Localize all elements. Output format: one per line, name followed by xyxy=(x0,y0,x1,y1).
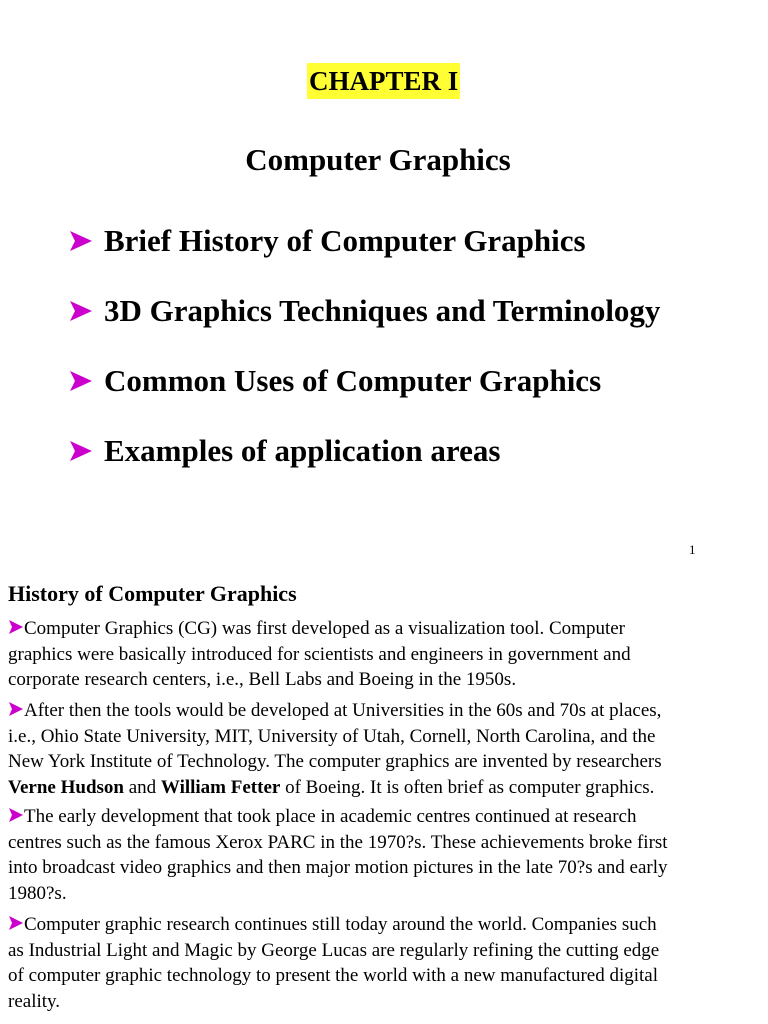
text-line xyxy=(8,804,768,830)
text-line: of computer graphic technology to present the world with a new manufactured digital xyxy=(8,965,659,986)
arrow-bullet-icon xyxy=(68,219,104,263)
text-line: New York Institute of Technology. The computer graphics are invented by researchers xyxy=(8,751,662,772)
paragraph xyxy=(8,616,768,693)
chapter-label: CHAPTER I xyxy=(307,63,460,99)
bullet-text: Examples of application areas xyxy=(104,433,501,468)
paragraph xyxy=(8,804,768,906)
bullet-item xyxy=(68,359,601,403)
arrow-bullet-icon xyxy=(8,915,24,931)
arrow-bullet-icon xyxy=(8,619,24,635)
bullet-item xyxy=(68,219,586,263)
text-line-content: The early development that took place in academic centres continued at research xyxy=(24,806,637,827)
text-line: centres such as the famous Xerox PARC in the 1970?s. These achievements broke first xyxy=(8,831,668,853)
text-line: corporate research centers, i.e., Bell Labs and Boeing in the 1950s. xyxy=(8,669,517,690)
paragraph xyxy=(8,912,768,1014)
section-heading: History of Computer Graphics xyxy=(8,581,297,606)
bullet-text: Common Uses of Computer Graphics xyxy=(104,363,602,398)
text-line xyxy=(8,698,768,724)
arrow-bullet-icon xyxy=(68,359,104,403)
text-line-content: of Boeing. It is often brief as computer graphics. xyxy=(280,776,655,798)
text-line: 1980?s. xyxy=(8,882,67,904)
text-line xyxy=(8,912,768,938)
slide-title: Computer Graphics xyxy=(245,142,511,177)
arrow-bullet-icon xyxy=(68,429,104,473)
text-line-content: Computer graphic research continues still today around the world. Companies such xyxy=(24,914,657,935)
bullet-text: Brief History of Computer Graphics xyxy=(104,223,586,258)
text-line: i.e., Ohio State University, MIT, University of Utah, Cornell, North Carolina, and the xyxy=(8,725,656,747)
text-line: as Industrial Light and Magic by George Lucas are regularly refining the cutting edge xyxy=(8,939,660,961)
bullet-item xyxy=(68,289,660,333)
text-line-content: Computer Graphics (CG) was first developed as a visualization tool. Computer xyxy=(24,618,626,639)
page-number: 1 xyxy=(689,542,696,557)
text-line: graphics were basically introduced for scientists and engineers in government and xyxy=(8,643,631,665)
text-line xyxy=(8,616,768,642)
person-name: William Fetter xyxy=(160,776,281,798)
arrow-bullet-icon xyxy=(68,289,104,333)
paragraph xyxy=(8,698,768,800)
arrow-bullet-icon xyxy=(8,807,24,823)
text-line xyxy=(8,775,768,801)
bullet-text: 3D Graphics Techniques and Terminology xyxy=(104,293,661,328)
person-name: Verne Hudson xyxy=(8,776,124,798)
arrow-bullet-icon xyxy=(8,701,24,717)
text-line-content: After then the tools would be developed at Universities in the 60s and 70s at places, xyxy=(24,700,662,721)
bullet-item xyxy=(68,429,500,473)
text-line: into broadcast video graphics and then major motion pictures in the late 70?s and early xyxy=(8,857,668,878)
text-line: reality. xyxy=(8,990,61,1012)
text-connector: and xyxy=(123,776,161,798)
